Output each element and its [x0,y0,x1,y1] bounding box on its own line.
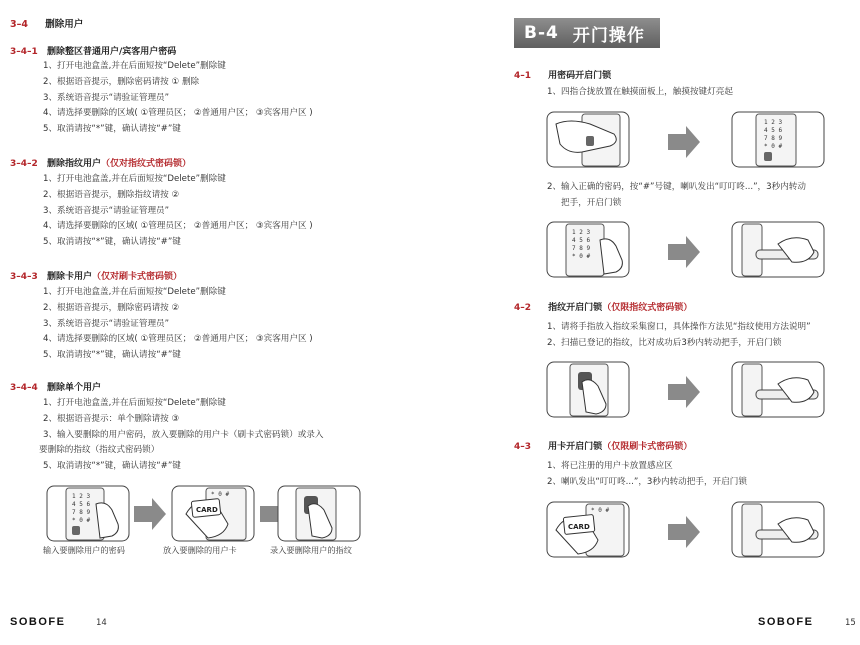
section-3-4-4-steps [39,396,324,475]
section-title: 删除整区普通用户/宾客用户密码 [46,47,177,57]
brand-logo: SOBOFE [10,616,66,628]
step-line: 3、系统语音提示“请验证管理员” [43,318,170,329]
step-line: 要删除的指纹（指纹式密码锁） [39,445,160,456]
svg-text:4 5 6: 4 5 6 [72,501,91,508]
step-line: 3、系统语音提示“请验证管理员” [43,205,170,216]
keypad-illustration [47,486,129,541]
step-line: 5、取消请按“*”键，确认请按“#”键 [43,350,181,361]
page-number: 14 [96,618,107,628]
step-line: 2、根据语音提示，删除指纹请按 ② [43,189,180,200]
step-line: 1、请将手指放入指纹采集窗口，具体操作方法见“指纹使用方法说明” [547,322,811,332]
step-line: 3、系统语音提示“请验证管理员” [43,92,170,103]
section-number: 3–4–3 [10,272,38,282]
section-note: （仅限刷卡式密码锁） [602,442,693,452]
password-open-illustration [546,220,826,280]
card-illustration [172,486,254,541]
step-line: 1、打开电池盒盖,并在后面短按“Delete”删除键 [43,287,226,297]
svg-text:* 0 #: * 0 # [211,491,230,498]
step-line: 1、四指合拢放置在触摸面板上，触摸按键灯亮起 [547,87,733,97]
touch-panel-illustration [546,110,826,170]
svg-text:1 2 3: 1 2 3 [72,493,91,500]
page-number: 15 [845,618,856,628]
step-line: 3、输入要删除的用户密码，放入要删除的用户卡（刷卡式密码锁）或录入 [43,429,324,440]
section-header-banner [514,18,660,48]
left-title-text: 删除用户 [45,19,84,30]
caption-enter-password: 输入要删除用户的密码 [43,545,125,555]
arrow-icon [668,516,700,548]
section-number: 4–1 [514,71,532,81]
svg-text:7 8 9: 7 8 9 [572,245,591,252]
header-code: B-4 [524,23,559,43]
section-4-2-steps [547,320,811,352]
delete-user-illustration-strip [46,484,366,544]
svg-text:1 2 3: 1 2 3 [764,119,783,126]
section-3-4-1-heading [10,44,176,57]
arrow-icon [134,498,166,530]
brand-logo: SOBOFE [758,616,814,628]
section-number: 3–4–2 [10,159,38,169]
step-line: 1、打开电池盒盖,并在后面短按“Delete”删除键 [43,61,226,71]
arrow-icon [668,236,700,268]
section-number: 3–4–1 [10,47,38,57]
svg-text:7 8 9: 7 8 9 [764,135,783,142]
svg-text:* 0 #: * 0 # [72,517,91,524]
step-line: 4、请选择要删除的区域( ①管理员区； ②普通用户区； ③宾客用户区 ) [43,334,313,345]
step-line: 2、根据语音提示，删除密码请按 ① 删除 [43,76,200,87]
section-3-4-2-steps [43,172,313,251]
section-3-4-3-steps [43,285,313,364]
step-line: 4、请选择要删除的区域( ①管理员区； ②普通用户区； ③宾客用户区 ) [43,221,313,232]
step-line: 5、取消请按“*”键，确认请按“#”键 [43,124,181,135]
card-label: CARD [196,506,218,514]
svg-text:4 5 6: 4 5 6 [764,127,783,134]
step-line: 2、扫描已登记的指纹，比对成功后3秒内转动把手，开启门锁 [547,337,782,348]
section-3-4-1-steps [43,59,313,138]
section-number: 4–2 [514,303,532,313]
step-line: 2、根据语音提示：单个删除请按 ③ [43,413,180,424]
left-title-number: 3–4 [10,19,28,30]
section-note: （仅限指纹式密码锁） [602,303,693,313]
svg-text:* 0 #: * 0 # [591,507,610,514]
section-number: 4–3 [514,442,532,452]
section-title: 用卡开启门锁 [548,442,603,452]
arrow-icon [668,376,700,408]
step-line: 2、输入正确的密码，按“#”号键，喇叭发出“叮叮咚...”，3秒内转动 [547,182,806,192]
section-title: 指纹开启门锁 [548,303,603,313]
step-line: 1、打开电池盒盖,并在后面短按“Delete”删除键 [43,398,226,408]
step-line: 1、将已注册的用户卡放置感应区 [547,461,673,471]
step-line: 2、根据语音提示，删除密码请按 ② [43,302,180,313]
step-line: 1、打开电池盒盖,并在后面短按“Delete”删除键 [43,174,226,184]
step-line: 5、取消请按“*”键，确认请按“#”键 [43,461,181,472]
section-note: （仅对指纹式密码锁） [100,159,191,169]
svg-text:* 0 #: * 0 # [764,143,783,150]
step-line: 4、请选择要删除的区域( ①管理员区； ②普通用户区； ③宾客用户区 ) [43,108,313,119]
arrow-icon [668,126,700,158]
svg-text:* 0 #: * 0 # [572,253,591,260]
card-open-illustration [546,500,826,560]
section-4-2-heading [514,300,692,313]
fingerprint-open-illustration [546,360,826,420]
section-3-4-3-heading [10,269,182,282]
section-4-3-steps [547,459,747,491]
section-number: 3–4–4 [10,383,38,393]
section-note: （仅对刷卡式密码锁） [91,272,182,282]
section-3-4-2-heading [10,156,191,169]
header-title: 开门操作 [572,25,645,46]
section-3-4-4-heading [10,380,101,393]
section-4-3-heading [514,439,692,452]
section-title: 删除指纹用户 [46,159,101,169]
svg-text:1 2 3: 1 2 3 [572,229,591,236]
svg-text:4 5 6: 4 5 6 [572,237,591,244]
card-label: CARD [568,523,590,531]
step-line: 把手，开启门锁 [561,197,622,208]
section-title: 用密码开启门锁 [548,71,612,81]
section-title: 删除单个用户 [46,383,101,393]
fingerprint-illustration [278,486,360,541]
step-line: 2、喇叭发出“叮叮咚...”，3秒内转动把手，开启门锁 [547,476,747,487]
svg-text:7 8 9: 7 8 9 [72,509,91,516]
section-4-1-heading [514,68,611,81]
section-title: 删除卡用户 [46,272,92,282]
caption-place-card: 放入要删除的用户卡 [163,545,237,555]
left-page-title [10,16,83,30]
caption-record-fingerprint: 录入要删除用户的指纹 [270,545,352,555]
step-line: 5、取消请按“*”键，确认请按“#”键 [43,237,181,248]
section-4-1-step-2 [547,180,806,212]
